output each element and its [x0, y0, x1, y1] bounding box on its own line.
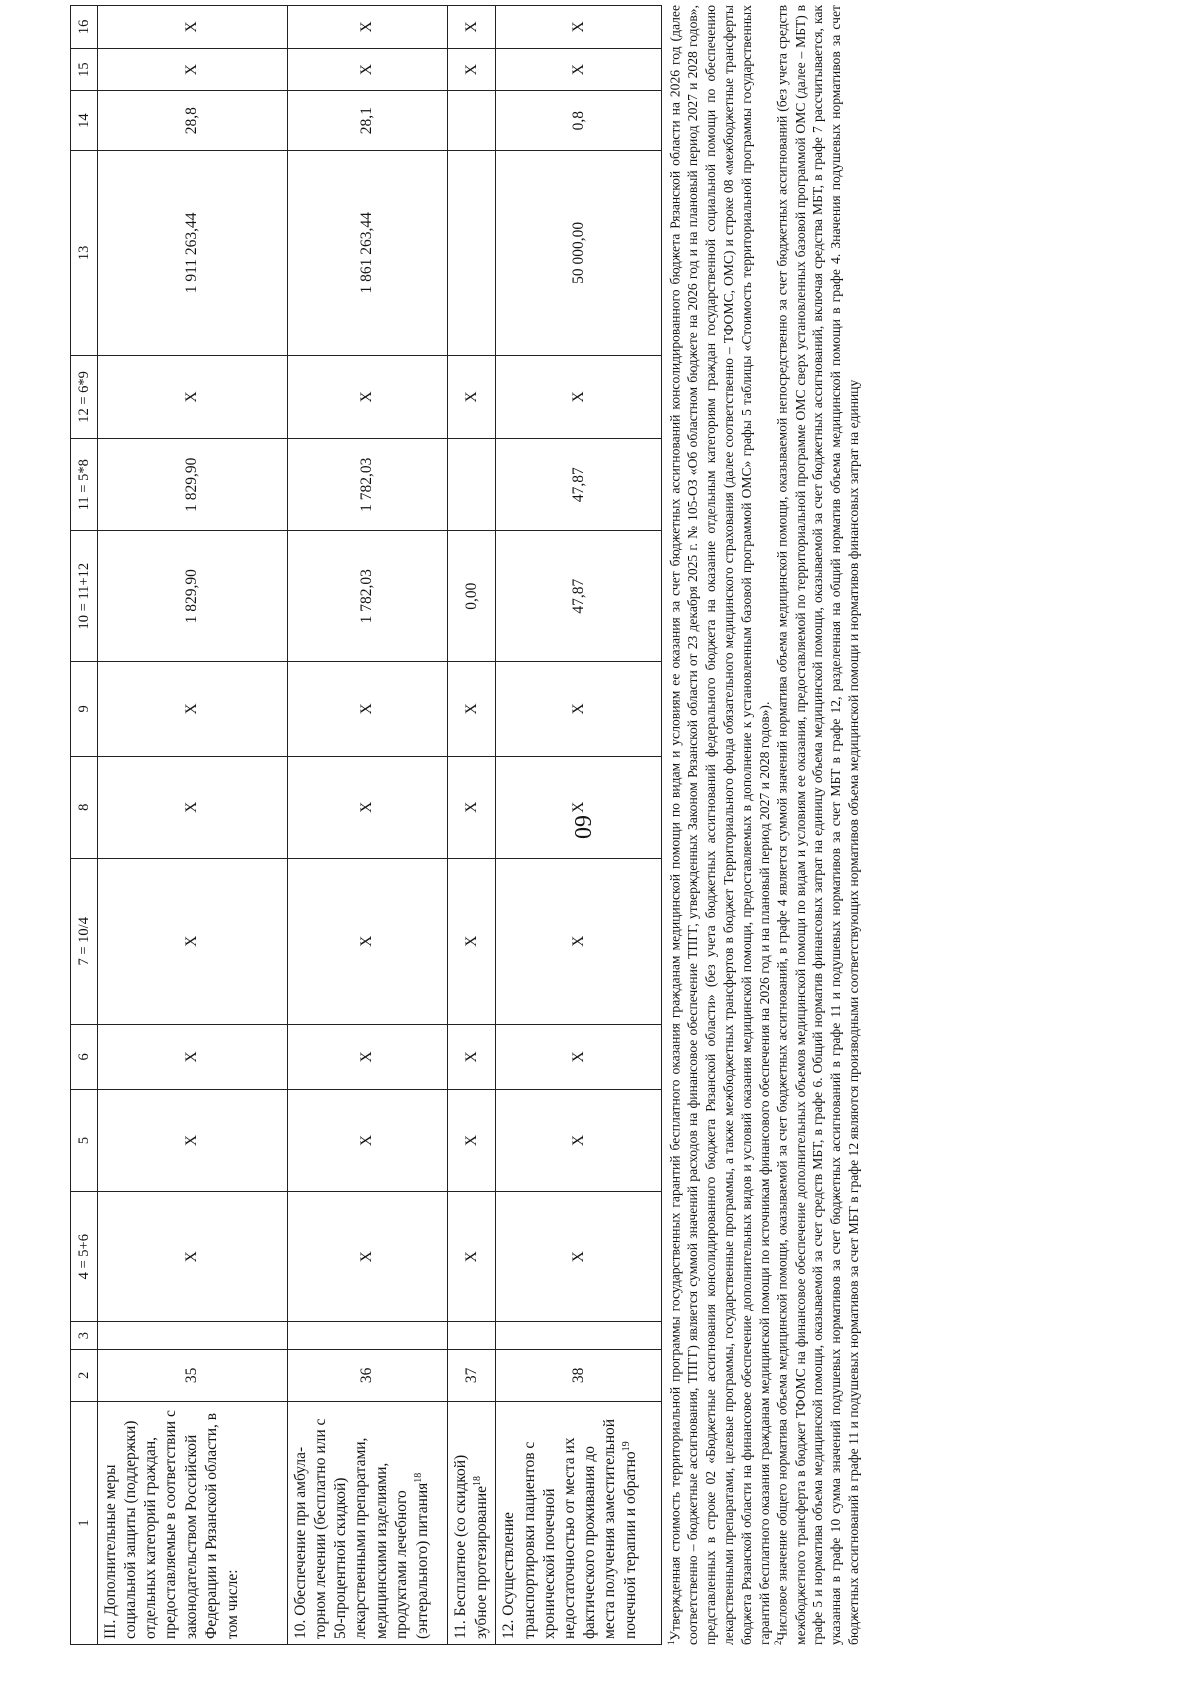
table-cell	[98, 1322, 288, 1349]
table-cell: X	[98, 756, 288, 858]
column-header: 9	[71, 661, 98, 756]
footnotes	[666, 5, 863, 1645]
column-header: 10 = 11+12	[71, 531, 98, 661]
table-cell: 1 829,90	[98, 531, 288, 661]
column-header: 14	[71, 91, 98, 150]
column-header: 5	[71, 1090, 98, 1192]
table-cell: X	[496, 661, 662, 756]
page-number: 60	[569, 815, 595, 839]
table-cell: X	[448, 756, 496, 858]
table-cell: X	[496, 6, 662, 49]
footnote-number: 2	[773, 1640, 784, 1645]
rotated-landscape-sheet	[70, 5, 1120, 1645]
table-cell	[448, 91, 496, 150]
table-cell: X	[98, 355, 288, 438]
table-cell: X	[98, 661, 288, 756]
table-cell: X	[448, 858, 496, 1024]
column-header: 2	[71, 1349, 98, 1401]
table-row	[288, 6, 448, 1645]
footnote-ref: 18	[472, 1475, 484, 1486]
row-name-text: III. Дополнительные меры социальной защиты (поддержки) отдельных категорий граждан, предоставляемые в соответствии с законодательством Российской Федерации и Рязанской области, в том числе:	[102, 1410, 241, 1639]
table-cell: X	[496, 1090, 662, 1192]
table-cell: X	[98, 48, 288, 91]
table-cell: X	[496, 756, 662, 858]
table-cell: X	[288, 661, 448, 756]
table-cell: X	[98, 1024, 288, 1089]
table-cell: X	[98, 1192, 288, 1322]
table-cell	[448, 150, 496, 355]
table-cell: X	[288, 48, 448, 91]
column-header: 4 = 5+6	[71, 1192, 98, 1322]
table-cell: X	[288, 1024, 448, 1089]
table-cell: 1 861 263,44	[288, 150, 448, 355]
table-cell: X	[496, 858, 662, 1024]
footnote	[773, 5, 863, 1645]
table-cell: X	[496, 355, 662, 438]
row-name	[448, 1401, 496, 1644]
column-header: 7 = 10/4	[71, 858, 98, 1024]
column-header: 3	[71, 1322, 98, 1349]
table-row	[98, 6, 288, 1645]
footnote-ref: 19	[621, 1441, 633, 1452]
table-row	[448, 6, 496, 1645]
column-header: 1	[71, 1401, 98, 1644]
footnote-ref: 18	[412, 1472, 424, 1483]
column-header: 15	[71, 48, 98, 91]
table-cell: X	[496, 1024, 662, 1089]
table-cell: X	[448, 1090, 496, 1192]
table-cell: X	[448, 661, 496, 756]
table-cell: 0,8	[496, 91, 662, 150]
column-header: 8	[71, 756, 98, 858]
row-name-text: 10. Обеспечение при амбула-торном лечении (бесплатно или с 50-процентной скидкой) лекарственными препаратами, медицинскими изделиями, продуктами лечебного (энтерального) питания	[292, 1418, 431, 1639]
column-header: 13	[71, 150, 98, 355]
footnote-text: Числовое значение общего норматива объема медицинской помощи, оказываемой за счет бюджетных ассигнований, в графе 4 является суммой значений норматива объема медицинской помощи, оказываемой непосредственно за счет бюджетных ассигнований (без учета средств межбюджетного трансферта в бюджет ТФОМС на финансовое обеспечение дополнительных объемов медицинской помощи по видам и условиям ее оказания, предоставляемой по территориальной программе ОМС сверх установленных базовой программой ОМС (далее – МБТ) в графе 5 и норматива объема медицинской помощи, оказываемой за счет средств МБТ, в графе 6. Общий норматив финансовых затрат на единицу объема медицинской помощи, оказываемой за счет бюджетных ассигнований, включая средства МБТ, в графе 7 рассчитывается, как указанная в графе 10 сумма значений подушевых нормативов за счет бюджетных ассигнований в графе 11 и подушевых нормативов за счет МБТ в графе 12, разделенная на общий норматив объема медицинской помощи в графе 4. Значения подушевых нормативов за счет бюджетных ассигнований в графе 11 и подушевых нормативов за счет МБТ в графе 12 являются производными соответствующих нормативов объема медицинской помощи и нормативов финансовых затрат на единицу	[774, 5, 862, 1645]
table-cell	[496, 1322, 662, 1349]
column-header: 12 = 6*9	[71, 355, 98, 438]
table-body	[98, 6, 662, 1645]
table-cell: 37	[448, 1349, 496, 1401]
table-cell: 36	[288, 1349, 448, 1401]
column-header: 16	[71, 6, 98, 49]
table-cell: X	[288, 355, 448, 438]
column-header: 11 = 5*8	[71, 438, 98, 531]
budget-table	[70, 5, 662, 1645]
table-cell: X	[448, 48, 496, 91]
row-name-text: 11. Бесплатное (со скидкой) зубное протезирование	[452, 1454, 491, 1639]
row-name	[288, 1401, 448, 1644]
row-name	[496, 1401, 662, 1644]
table-cell: X	[98, 6, 288, 49]
table-cell	[448, 1322, 496, 1349]
row-name-text: 12. Осуществление транспортировки пациентов с хронической почечной недостаточностью от места их фактического проживания до места получения заместительной почечной терапии и обратно	[500, 1418, 640, 1639]
table-cell: X	[288, 1090, 448, 1192]
table-cell: 35	[98, 1349, 288, 1401]
table-cell: 1 911 263,44	[98, 150, 288, 355]
table-cell: 47,87	[496, 438, 662, 531]
table-cell: X	[288, 6, 448, 49]
table-cell: X	[288, 756, 448, 858]
table-cell: X	[448, 355, 496, 438]
table-cell: X	[448, 1192, 496, 1322]
row-name	[98, 1401, 288, 1644]
table-cell: 28,8	[98, 91, 288, 150]
table-cell: X	[496, 1192, 662, 1322]
table-row	[496, 6, 662, 1645]
table-cell: X	[448, 6, 496, 49]
table-cell: X	[288, 1192, 448, 1322]
table-cell: X	[288, 858, 448, 1024]
table-cell: 28,1	[288, 91, 448, 150]
table-cell: X	[448, 1024, 496, 1089]
table-cell: 1 782,03	[288, 438, 448, 531]
footnote-text: Утвержденная стоимость территориальной программы государственных гарантий бесплатного оказания гражданам медицинской помощи по видам и условиям ее оказания за счет бюджетных ассигнований консолидированного бюджета Рязанской области на 2026 год (далее соответственно – бюджетные ассигнования, ТПГГ) является суммой значений расходов на финансовое обеспечение ТПГГ, утвержденных Законом Рязанской области от 23 декабря 2025 г. № 105-ОЗ «Об областном бюджете на 2026 год и на плановый период 2027 и 2028 годов», представленных в строке 02 «Бюджетные ассигнования консолидированного бюджета Рязанской области» (без учета бюджетных ассигнований федерального бюджета на оказание отдельным категориям граждан государственной социальной помощи по обеспечению лекарственными препаратами, целевые программы, государственные программы, а также межбюджетных трансфертов в бюджет Территориального фонда обязательного медицинского страхования (далее соответственно – ТФОМС, ОМС) и строке 08 «межбюджетные трансферты бюджета Рязанской области на финансовое обеспечение дополнительных видов и условий оказания медицинской помощи, предоставляемых в дополнение к установленным базовой программой ОМС» графы 5 таблицы «Стоимость территориальной программы государственных гарантий бесплатного оказания гражданам медицинской помощи по источникам финансового обеспечения на 2026 год и на плановый период 2027 и 2028 годов»).	[667, 5, 772, 1645]
table-cell: X	[496, 48, 662, 91]
table-cell: 1 782,03	[288, 531, 448, 661]
footnote-number: 1	[666, 1640, 676, 1645]
column-header: 6	[71, 1024, 98, 1089]
table-cell: 38	[496, 1349, 662, 1401]
table-cell: X	[98, 1090, 288, 1192]
table-cell: 1 829,90	[98, 438, 288, 531]
footnote	[666, 5, 773, 1645]
table-cell: 47,87	[496, 531, 662, 661]
table-cell: 50 000,00	[496, 150, 662, 355]
table-cell: X	[98, 858, 288, 1024]
table-cell	[288, 1322, 448, 1349]
table-cell: 0,00	[448, 531, 496, 661]
header-row	[71, 6, 98, 1645]
table-cell	[448, 438, 496, 531]
